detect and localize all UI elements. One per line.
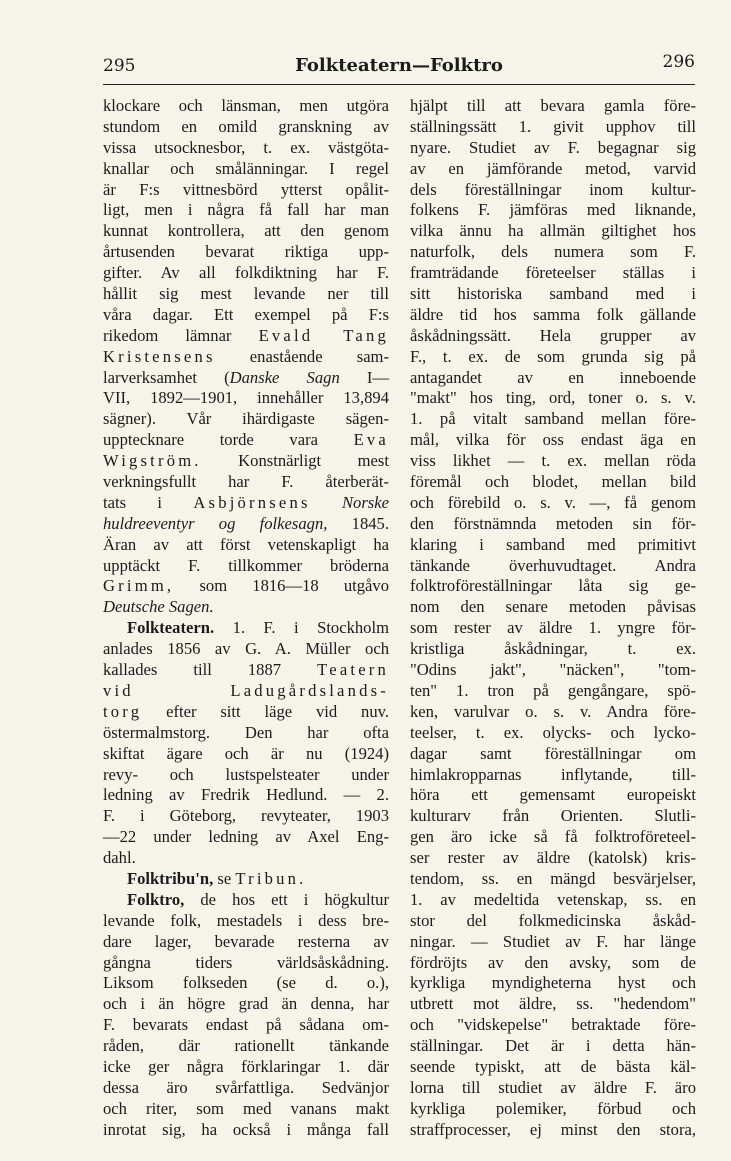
text-line	[103, 848, 389, 869]
text-segment: 1. på vitalt samband mellan före-	[410, 409, 696, 429]
text-line	[103, 388, 389, 409]
text-line	[410, 556, 696, 577]
text-segment: som 1816—18 utgåvo	[174, 576, 389, 596]
text-line	[410, 681, 696, 702]
text-segment: gifter. Av all folkdiktning har F.	[103, 263, 389, 283]
text-segment: —22 under ledning av Axel Eng-	[103, 827, 389, 847]
text-segment: "Odins jakt", "näcken", "tom-	[410, 660, 696, 680]
text-segment: Evald Tang	[258, 325, 389, 345]
text-segment: råden, där rationellt tänkande	[103, 1036, 389, 1056]
text-segment: sitt historiska samband med i	[410, 284, 696, 304]
text-line	[103, 994, 389, 1015]
text-line	[103, 1078, 389, 1099]
text-segment: Deutsche Sagen.	[103, 597, 214, 617]
text-line	[410, 765, 696, 786]
text-segment: torg	[103, 701, 143, 721]
text-segment: åskådningssätt. Hela grupper av	[410, 325, 696, 345]
text-line	[103, 493, 389, 514]
text-segment: larverksamhet (	[103, 367, 230, 387]
text-segment: tats i	[103, 492, 194, 512]
text-line	[410, 347, 696, 368]
text-line	[103, 1099, 389, 1120]
text-line	[410, 827, 696, 848]
text-segment: huldreeventyr og folkesagn,	[103, 513, 328, 533]
text-segment: tänkande överhuvudtaget. Andra	[410, 555, 696, 575]
text-line	[410, 911, 696, 932]
text-segment: upptäckt F. tillkommer bröderna	[103, 555, 389, 575]
text-segment: Asbjörnsens	[193, 492, 311, 512]
text-segment: utbrett mot äldre, ss. "hedendom"	[410, 994, 696, 1014]
text-segment: är F:s vittnesbörd ytterst opålit-	[103, 179, 389, 199]
text-segment: antagandet av en inneboende	[410, 367, 696, 387]
text-segment: ställningar. Det är i detta hän-	[410, 1036, 696, 1056]
text-segment: och riter, som med vanans makt	[103, 1098, 389, 1118]
text-segment: I—	[339, 367, 389, 387]
text-line	[410, 953, 696, 974]
text-line	[410, 890, 696, 911]
text-segment: 1. av medeltida vetenskap, ss. en	[410, 889, 696, 909]
text-segment: stundom en omild granskning av	[103, 116, 389, 136]
text-line	[410, 242, 696, 263]
text-line	[410, 493, 696, 514]
text-segment: F., t. ex. de som grunda sig på	[410, 346, 696, 366]
text-line	[103, 1015, 389, 1036]
text-segment: nyare. Studiet av F. begagnar sig	[410, 137, 696, 157]
text-line	[103, 890, 389, 911]
text-segment: Grimm,	[103, 576, 175, 596]
text-segment: gångna tiders världsåskådning.	[103, 952, 389, 972]
text-segment: ledning av Fredrik Hedlund. — 2.	[103, 785, 389, 805]
text-segment: kyrkliga polemiker, förbud och	[410, 1098, 696, 1118]
text-line	[103, 556, 389, 577]
text-segment: Danske Sagn	[229, 367, 340, 387]
text-segment: Wigström.	[103, 451, 202, 471]
text-segment: ken, varulvar o. s. v. Andra före-	[410, 701, 696, 721]
text-segment: Konstnärligt mest	[201, 451, 389, 471]
text-line	[410, 430, 696, 451]
text-segment: Norske	[341, 492, 389, 512]
text-segment: dessa äro svårfattliga. Sedvänjor	[103, 1077, 389, 1097]
text-line	[410, 744, 696, 765]
text-line	[103, 305, 389, 326]
text-line	[410, 723, 696, 744]
text-segment: sägner). Vår ihärdigaste sägen-	[103, 409, 389, 429]
text-segment: seende typiskt, att de bästa käl-	[410, 1056, 696, 1076]
text-line	[103, 1120, 389, 1141]
text-segment: klockare och länsman, men utgöra	[103, 96, 389, 115]
text-line	[410, 1036, 696, 1057]
text-segment: dare lager, bevarade resterna av	[103, 931, 389, 951]
text-line	[410, 96, 696, 117]
text-segment: stor del folkmedicinska åskåd-	[410, 910, 696, 930]
running-header	[103, 50, 695, 85]
text-line	[103, 200, 389, 221]
text-line	[410, 618, 696, 639]
text-segment: ser rester av äldre (katolsk) kris-	[410, 848, 696, 868]
text-segment: efter sitt läge vid nuv.	[142, 701, 389, 721]
text-segment: vid Ladugårdslands-	[103, 680, 389, 700]
text-segment: folktroföreställningar låta sig ge-	[410, 576, 696, 596]
text-line	[410, 932, 696, 953]
text-segment: 1845.	[327, 513, 390, 533]
text-line	[410, 138, 696, 159]
text-segment: hjälpt till att bevara gamla före-	[410, 96, 696, 115]
text-line	[410, 451, 696, 472]
text-line	[410, 660, 696, 681]
text-line	[410, 159, 696, 180]
text-segment: som rester av äldre 1. yngre för-	[410, 618, 696, 638]
text-line	[103, 660, 389, 681]
text-line	[103, 932, 389, 953]
text-segment: årtusenden bevarat riktiga upp-	[103, 242, 389, 262]
text-segment: se	[213, 868, 236, 888]
text-segment: viss likhet — t. ex. mellan röda	[410, 451, 696, 471]
text-line	[103, 869, 389, 890]
text-line	[410, 180, 696, 201]
text-segment: hållit sig mest levande ner till	[103, 284, 389, 304]
text-line	[410, 576, 696, 597]
text-line	[410, 368, 696, 389]
text-line	[410, 1120, 696, 1141]
text-segment: kulturarv från Orienten. Slutli-	[410, 806, 696, 826]
text-segment: Folktro,	[127, 889, 185, 909]
text-line	[103, 409, 389, 430]
text-segment: kunnat kontrollera, att den genom	[103, 221, 389, 241]
text-line	[103, 347, 389, 368]
text-line	[410, 472, 696, 493]
text-line	[410, 994, 696, 1015]
text-segment: verkningsfullt har F. återberät-	[103, 472, 389, 492]
text-line	[410, 1015, 696, 1036]
text-segment: de hos ett i högkultur	[184, 889, 389, 909]
text-line	[103, 263, 389, 284]
text-line	[103, 744, 389, 765]
text-line	[103, 159, 389, 180]
text-segment: F. bevarats endast på sådana om-	[103, 1015, 389, 1035]
text-line	[410, 514, 696, 535]
text-segment: dagar samt föreställningar om	[410, 743, 696, 763]
text-segment: revy- och lustspelsteater under	[103, 764, 389, 784]
text-segment: fördröjts av den avsky, som de	[410, 952, 696, 972]
text-segment: gen äro icke så få folktroföreteel-	[410, 827, 696, 847]
text-segment: rikedom lämnar	[103, 325, 259, 345]
text-segment: ningar. — Studiet av F. har länge	[410, 931, 696, 951]
text-segment: lorna till studiet av äldre F. äro	[410, 1077, 696, 1097]
text-segment: Eva	[353, 430, 389, 450]
text-segment: folkens F. jämföras med liknande,	[410, 200, 696, 220]
text-segment: mål, vilka för oss endast äga en	[410, 430, 696, 450]
text-segment: Kristensens	[103, 346, 216, 366]
text-line	[410, 388, 696, 409]
text-line	[103, 1057, 389, 1078]
text-segment: kristliga åskådningar, t. ex.	[410, 639, 696, 659]
text-segment: klaring i samband med primitivt	[410, 534, 696, 554]
text-segment: himlakropparnas inflytande, till-	[410, 764, 696, 784]
text-line	[103, 430, 389, 451]
text-segment: framträdande företeelser ställas i	[410, 263, 696, 283]
text-line	[103, 806, 389, 827]
text-segment: upptecknare torde vara	[103, 430, 354, 450]
text-line	[410, 200, 696, 221]
text-line	[103, 535, 389, 556]
text-segment: föremål och blodet, mellan bild	[410, 472, 696, 492]
text-segment: äldre tid hos samma folk gällande	[410, 304, 696, 324]
text-line	[103, 368, 389, 389]
text-segment: Äran av att först vetenskapligt ha	[103, 534, 389, 554]
text-segment: kallades till 1887	[103, 660, 318, 680]
text-segment: vilka ännu ha allmän giltighet hos	[410, 221, 696, 241]
text-line	[410, 1099, 696, 1120]
text-segment: VII, 1892—1901, innehåller 13,894	[103, 388, 389, 408]
text-segment: enastående sam-	[215, 346, 389, 366]
text-segment: våra dagar. Ett exempel på F:s	[103, 304, 389, 324]
text-segment: vissa utsocknesbor, t. ex. västgöta-	[103, 137, 389, 157]
text-segment: av en jämförande metod, varvid	[410, 158, 696, 178]
text-line	[410, 284, 696, 305]
text-line	[103, 785, 389, 806]
text-segment	[311, 493, 342, 512]
text-segment: nom den senare metoden påvisas	[410, 597, 696, 617]
text-line	[103, 1036, 389, 1057]
text-line	[103, 221, 389, 242]
text-segment: höra ett gemensamt europeiskt	[410, 785, 696, 805]
text-line	[103, 827, 389, 848]
text-segment: Tribun.	[235, 868, 307, 888]
text-line	[103, 723, 389, 744]
text-segment: och i än högre grad än denna, har	[103, 994, 389, 1014]
text-line	[103, 681, 389, 702]
text-segment: och "vidskepelse" betraktade före-	[410, 1015, 696, 1035]
text-line	[103, 973, 389, 994]
text-line	[410, 117, 696, 138]
text-segment: naturfolk, dels numera som F.	[410, 242, 696, 262]
text-line	[103, 242, 389, 263]
text-segment: 1. F. i Stockholm	[214, 618, 389, 638]
text-segment: ten" 1. tron på gengångare, spö-	[410, 680, 696, 700]
text-line	[410, 785, 696, 806]
text-segment: knallar och smålänningar. I regel	[103, 158, 389, 178]
text-line	[103, 576, 389, 597]
text-segment: Folktribu'n,	[127, 868, 214, 888]
text-line	[103, 284, 389, 305]
text-segment: icke ger några förklaringar 1. där	[103, 1056, 389, 1076]
text-segment: teelser, t. ex. olycks- och lycko-	[410, 722, 696, 742]
text-segment: "makt" hos ting, ord, toner o. s. v.	[410, 388, 696, 408]
text-line	[410, 409, 696, 430]
text-line	[103, 138, 389, 159]
text-segment: kyrkliga myndigheterna hyst och	[410, 973, 696, 993]
text-segment: ställningssätt 1. givit upphov till	[410, 116, 696, 136]
text-segment: anlades 1856 av G. A. Müller och	[103, 639, 389, 659]
text-segment: ligt, men i några få fall har man	[103, 200, 389, 220]
text-line	[103, 618, 389, 639]
text-line	[410, 806, 696, 827]
text-line	[103, 326, 389, 347]
text-line	[410, 639, 696, 660]
text-line	[103, 96, 389, 117]
text-line	[103, 953, 389, 974]
text-segment: Teatern	[317, 660, 389, 680]
text-line	[410, 305, 696, 326]
text-segment: Liksom folkseden (se d. o.),	[103, 973, 389, 993]
text-segment: levande folk, mestadels i dess bre-	[103, 910, 389, 930]
text-segment: dahl.	[103, 848, 136, 868]
text-line	[103, 472, 389, 493]
text-segment: den förstnämnda metoden sin för-	[410, 513, 696, 533]
text-line	[410, 1057, 696, 1078]
text-line	[103, 451, 389, 472]
text-segment: och förebild o. s. v. —, få genom	[410, 492, 696, 512]
right-text-column	[410, 96, 696, 1141]
text-line	[103, 765, 389, 786]
right-page-number: 296	[662, 52, 695, 72]
text-line	[410, 221, 696, 242]
text-segment: straffprocesser, ej minst den stora,	[410, 1119, 696, 1139]
text-line	[410, 869, 696, 890]
text-line	[103, 514, 389, 535]
text-line	[410, 1078, 696, 1099]
text-segment: Folkteatern.	[127, 618, 215, 638]
text-line	[103, 117, 389, 138]
text-line	[103, 597, 389, 618]
text-segment: tendom, ss. en mängd besvärjelser,	[410, 868, 696, 888]
text-line	[103, 911, 389, 932]
text-line	[410, 326, 696, 347]
text-line	[103, 180, 389, 201]
left-page-number: 295	[103, 56, 136, 76]
page-title: Folkteatern—Folktro	[295, 55, 503, 76]
text-line	[103, 639, 389, 660]
text-line	[410, 702, 696, 723]
text-line	[410, 597, 696, 618]
text-line	[410, 848, 696, 869]
text-segment: F. i Göteborg, revyteater, 1903	[103, 806, 389, 826]
text-segment: östermalmstorg. Den har ofta	[103, 722, 389, 742]
left-text-column	[103, 96, 389, 1141]
text-line	[410, 973, 696, 994]
text-segment: dels föreställningar inom kultur-	[410, 179, 696, 199]
text-segment: inrotat sig, ha också i många fall	[103, 1119, 389, 1139]
text-line	[410, 535, 696, 556]
text-segment: skiftat ägare och är nu (1924)	[103, 743, 389, 763]
text-line	[103, 702, 389, 723]
text-line	[410, 263, 696, 284]
